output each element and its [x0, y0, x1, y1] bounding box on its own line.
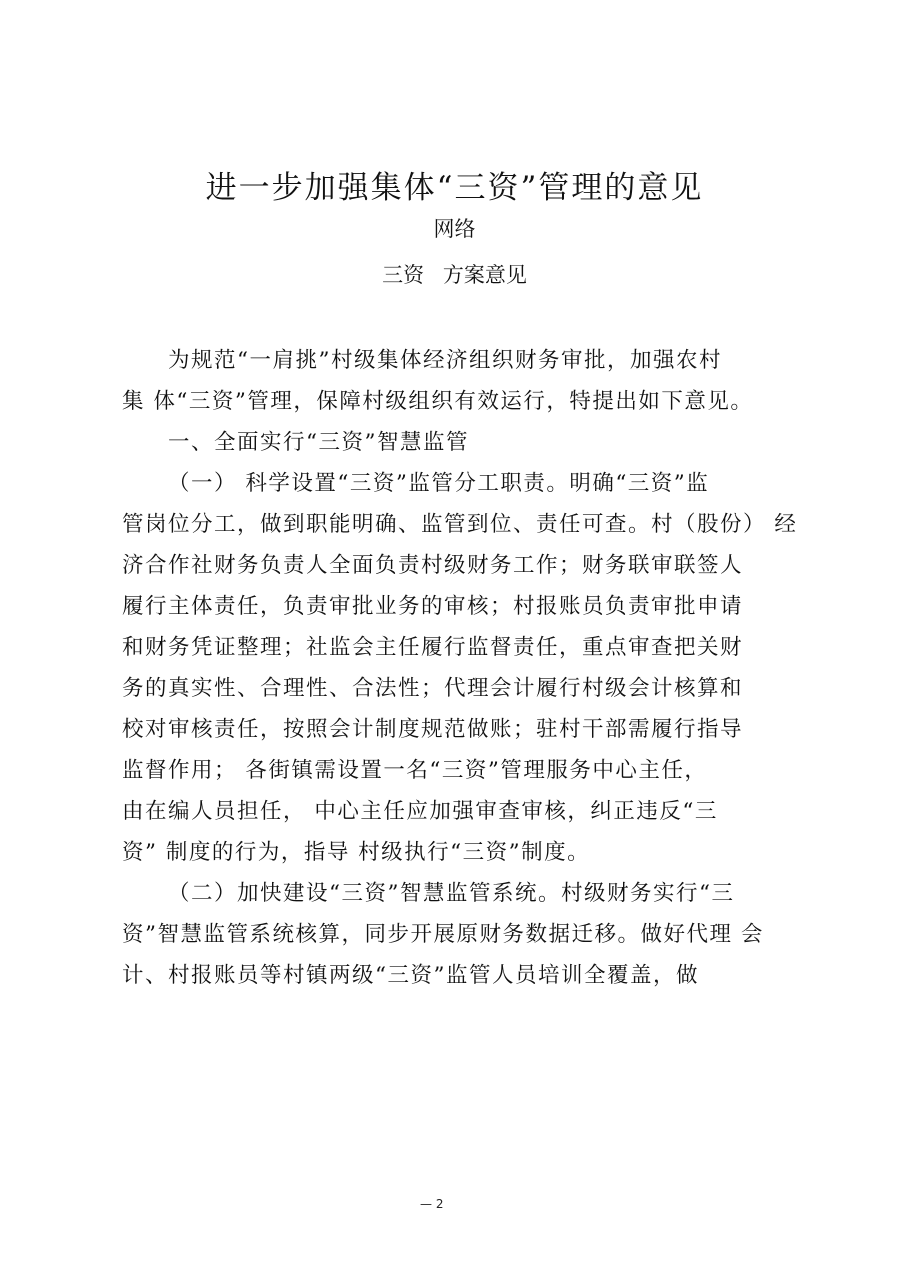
paragraph-line: （一） 科学设置“三资”监管分工职责。明确“三资”监 — [168, 471, 710, 496]
paragraph-line: 计、村报账员等村镇两级“三资”监管人员培训全覆盖，做 — [122, 963, 699, 988]
paragraph-line: 资”智慧监管系统核算，同步开展原财务数据迁移。做好代理 会 — [122, 922, 764, 947]
paragraph-line: 由在编人员担任， 中心主任应加强审查审核，纠正违反“三 — [122, 799, 718, 824]
paragraph-line: 济合作社财务负责人全面负责村级财务工作；财务联审联签人 — [122, 553, 744, 578]
document-source: 网络 — [433, 217, 476, 241]
document-body — [122, 340, 812, 996]
paragraph-line: 资” 制度的行为，指导 村级执行“三资”制度。 — [122, 840, 591, 865]
paragraph-line: 务的真实性、合理性、合法性；代理会计履行村级会计核算和 — [122, 676, 744, 701]
document-keywords — [0, 260, 909, 290]
paragraph-line: 履行主体责任，负责审批业务的审核；村报账员负责审批申请 — [122, 594, 744, 619]
document-title: 进一步加强集体“三资”管理的意见 — [205, 170, 704, 206]
paragraph-line: 管岗位分工，做到职能明确、监管到位、责任可查。村（股份） 经 — [122, 512, 798, 537]
paragraph-line: 监督作用； 各街镇需设置一名“三资”管理服务中心主任， — [122, 758, 708, 783]
paragraph-line: 集 体“三资”管理，保障村级组织有效运行，特提出如下意见。 — [122, 389, 754, 414]
paragraph-line: （二）加快建设“三资”智慧监管系统。村级财务实行“三 — [168, 881, 735, 906]
keyword-1: 三资 — [382, 263, 425, 287]
paragraph-line: 和财务凭证整理；社监会主任履行监督责任，重点审查把关财 — [122, 635, 744, 660]
keyword-2: 方案意见 — [442, 263, 527, 287]
paragraph-line: 为规范“一肩挑”村级集体经济组织财务审批，加强农村 — [168, 348, 722, 373]
paragraph-line: 校对审核责任，按照会计制度规范做账；驻村干部需履行指导 — [122, 717, 744, 742]
section-heading: 一、全面实行“三资”智慧监管 — [168, 430, 469, 455]
page-number: — 2 — [420, 1197, 444, 1211]
